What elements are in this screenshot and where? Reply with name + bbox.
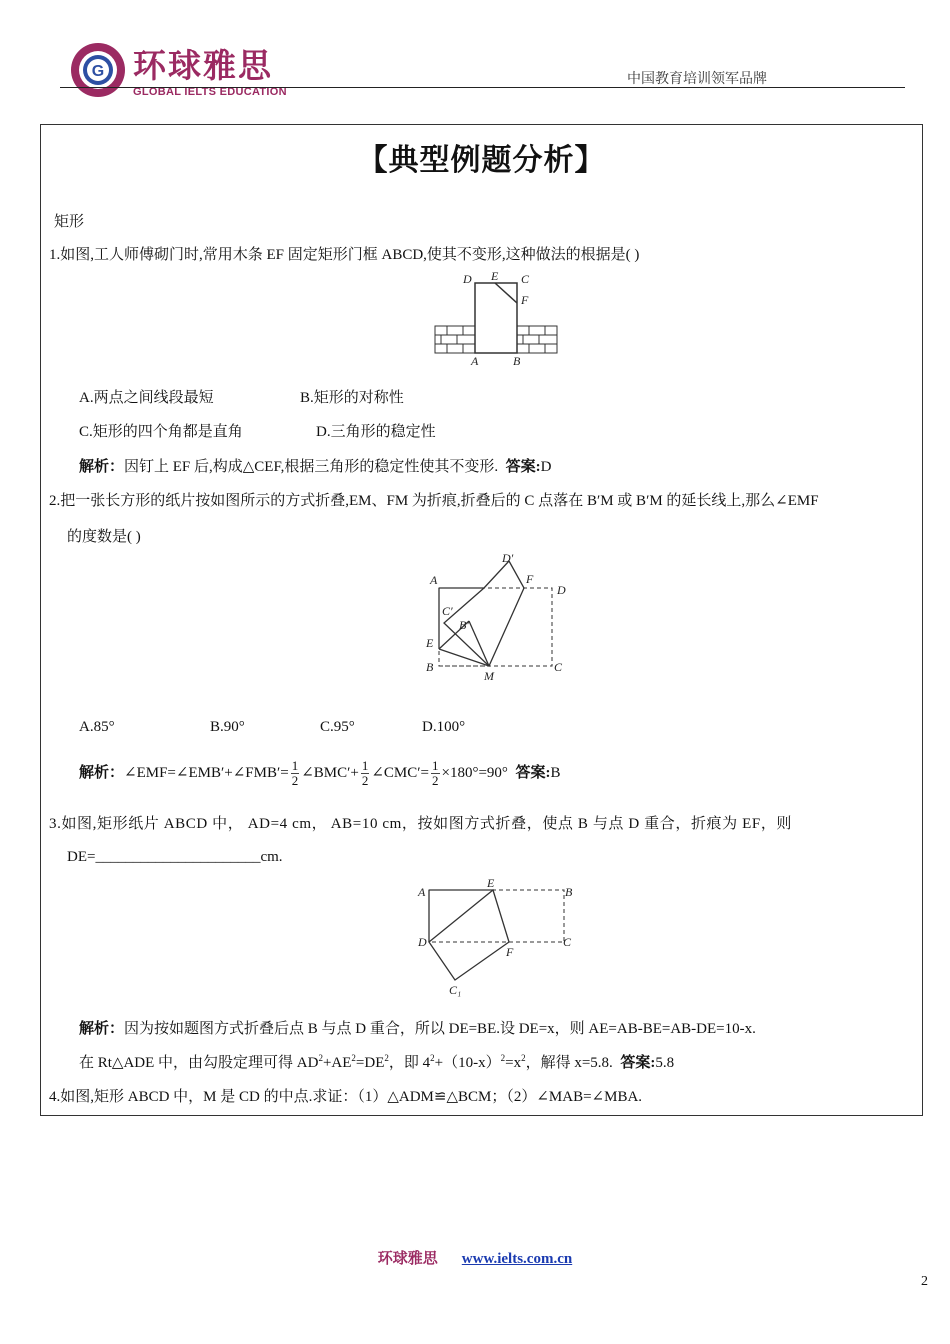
q2-fraction-2: $\frac{1}{2}$	[361, 758, 369, 789]
q1-option-d: D.三角形的稳定性	[316, 424, 436, 440]
q2-analysis-part1: ∠EMF=∠EMB′+∠FMB′=	[124, 765, 289, 781]
q1-label-c: C	[521, 272, 530, 286]
q3-stem-line1: 3.如图,矩形纸片 ABCD 中， AD=4 cm， AB=10 cm，按如图方式折叠，使点 B 与点 D 重合，折痕为 EF，则	[49, 816, 793, 832]
q1-option-c: C.矩形的四个角都是直角	[79, 424, 243, 440]
svg-text:G: G	[91, 63, 105, 80]
q2-fold-figure	[424, 553, 574, 685]
q2-analysis	[79, 749, 560, 797]
q3-analysis-text1: 因为按如题图方式折叠后点 B 与点 D 重合，所以 DE=BE.设 DE=x，则 AE=AB-BE=AB-DE=10-x.	[124, 1021, 756, 1037]
q1-label-d: D	[463, 272, 472, 286]
q1-analysis-label: 解析：	[79, 459, 125, 475]
page-title: 【典型例题分析】	[357, 143, 606, 178]
q1-label-e: E	[491, 271, 499, 283]
q2-analysis-label: 解析：	[79, 765, 125, 781]
q3-answer-label: 答案:	[620, 1055, 656, 1071]
q1-analysis	[79, 455, 551, 476]
page-number: 2	[921, 1274, 928, 1289]
q1-analysis-text: 因钉上 EF 后,构成△CEF,根据三角形的稳定性使其不变形.	[124, 459, 499, 475]
q3-label-c: C	[563, 935, 572, 949]
q3-fold-figure	[417, 876, 577, 998]
q1-label-a: A	[471, 354, 479, 367]
q2-label-e: E	[426, 636, 434, 650]
q2-stem-line1: 2.把一张长方形的纸片按如图所示的方式折叠,EM、FM 为折痕,折叠后的 C 点落在 B′M 或 B′M 的延长线上,那么∠EMF	[49, 493, 819, 509]
q2-option-a: A.85°	[79, 719, 115, 735]
q2-label-b: B	[426, 660, 434, 674]
logo-chinese-text: 环球雅思	[133, 46, 273, 85]
q2-option-d: D.100°	[422, 719, 466, 735]
q2-label-a: A	[430, 573, 438, 587]
q3-label-f: F	[506, 945, 514, 959]
q2-option-b: B.90°	[210, 719, 245, 735]
logo-english-text: GLOBAL IELTS EDUCATION	[133, 86, 287, 98]
q2-answer-label: 答案:	[515, 765, 551, 781]
q2-option-c: C.95°	[320, 719, 355, 735]
q3-answer: 5.8	[655, 1055, 675, 1071]
q2-stem-line2: 的度数是( )	[67, 529, 141, 545]
footer-url-link[interactable]: www.ielts.com.cn	[461, 1251, 573, 1267]
content-box	[40, 124, 923, 1116]
q2-answer: B	[550, 765, 561, 781]
q1-stem: 1.如图,工人师傅砌门时,常用木条 EF 固定矩形门框 ABCD,使其不变形,这种做法的根据是( )	[49, 247, 640, 263]
q1-answer: D	[540, 459, 552, 475]
q2-label-c: C	[554, 660, 563, 674]
q1-door-figure	[433, 271, 559, 367]
q3-stem-line2: DE=______________________cm.	[67, 849, 283, 865]
q1-answer-label: 答案:	[505, 459, 541, 475]
q2-analysis-part3: ∠CMC′=	[371, 765, 430, 781]
q2-label-d: D	[557, 583, 566, 597]
q2-label-dprime: D′	[502, 553, 514, 565]
q1-label-f: F	[521, 293, 529, 307]
q3-label-b: B	[565, 885, 573, 899]
q3-label-d: D	[418, 935, 427, 949]
q2-label-m: M	[484, 669, 494, 683]
q2-analysis-part4: ×180°=90°	[441, 765, 508, 781]
q4-stem: 4.如图,矩形 ABCD 中，M 是 CD 的中点.求证：（1）△ADM≌△BCM；（2）∠MAB=∠MBA.	[49, 1089, 643, 1105]
q3-analysis-line1	[79, 1017, 756, 1038]
header-divider	[60, 87, 905, 88]
footer-brand: 环球雅思	[377, 1249, 438, 1267]
section-heading: 矩形	[54, 214, 85, 230]
page-header	[0, 0, 950, 105]
q2-label-cprime: C′	[442, 604, 453, 618]
q2-fraction-3: $\frac{1}{2}$	[432, 758, 439, 789]
q1-option-a: A.两点之间线段最短	[79, 390, 214, 406]
q2-label-f: F	[526, 572, 534, 586]
q3-label-a: A	[418, 885, 426, 899]
page-footer	[0, 1247, 950, 1268]
q3-label-e: E	[487, 876, 495, 890]
q1-label-b: B	[513, 354, 521, 367]
q3-analysis-line2: 在 Rt△ADE 中，由勾股定理可得 $AD^2+AE^2=DE^2$，即 $4^2+(10-x)^2=x^2$，解得 x=5.8. 答案:5.8	[79, 1053, 675, 1071]
header-slogan: 中国教育培训领军品牌	[627, 71, 767, 87]
q2-analysis-part2: ∠BMC′+	[301, 765, 359, 781]
global-ielts-logo-icon	[70, 42, 126, 98]
q2-fraction-1: $\frac{1}{2}$	[291, 758, 299, 789]
q3-analysis-label: 解析：	[79, 1021, 125, 1037]
q2-label-bprime: B′	[459, 618, 469, 632]
q1-option-b: B.矩形的对称性	[300, 390, 404, 406]
q3-label-c1: C₁	[449, 983, 462, 997]
